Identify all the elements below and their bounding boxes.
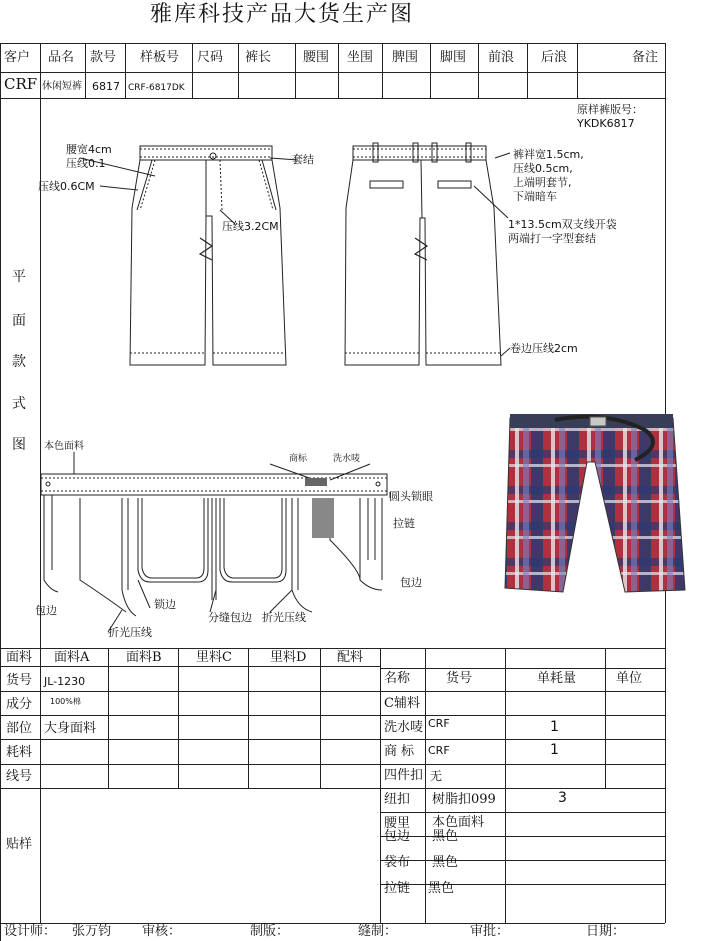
trim-code-4: 无 [430,769,443,783]
footer-pattern: 制版： [250,924,290,939]
note-belt-loop-1: 裤袢宽1.5cm, [513,148,584,161]
customer-value: CRF [4,75,38,93]
header-waist: 腰围 [303,50,330,65]
side-char-1: 平 [12,269,26,285]
side-char-5: 图 [12,437,26,453]
mat-header-fabric: 面料 [6,650,33,665]
header-thigh: 脾围 [392,50,419,65]
pattern-no-value: CRF-6817DK [128,83,185,93]
footer-sew: 缝制： [358,924,398,939]
label-fold-stitch-right: 折光压线 [262,611,306,624]
mat-header-lining-c: 里料C [196,650,232,665]
header-customer: 客户 [4,50,31,65]
label-split-seam: 分缝包边 [208,611,252,624]
label-binding: 包边 [400,576,422,589]
note-back-pocket-1: 1*13.5cm双支线开袋 [508,218,617,231]
label-main-label: 商标 [289,454,308,464]
label-overlock: 锁边 [154,598,176,611]
note-pocket-line: 压线0.6CM [38,180,95,193]
note-back-pocket-2: 两端打一字型套结 [508,232,596,245]
header-table [0,0,720,100]
footer-designer-name: 张万钧 [72,924,112,939]
trim-name-5: 纽扣 [384,792,411,807]
trim-code-2: CRF [428,717,450,730]
trim-name-6: 腰里 [384,816,411,831]
trim-name-9: 拉链 [384,881,411,896]
trim-qty-3: 1 [550,742,559,758]
label-self-fabric: 本色面料 [44,441,84,452]
inside-construction-sketch [30,440,410,640]
trim-qty-2: 1 [550,719,559,735]
trim-header-code: 货号 [446,671,473,686]
header-style-no: 款号 [90,50,117,65]
sample-no-value: YKDK6817 [577,117,635,130]
trim-name-2: 洗水唛 [384,720,424,735]
note-waist-2: 压线0.1 [66,157,106,170]
header-front-rise: 前浪 [488,50,515,65]
trim-header-unit: 单位 [616,671,643,686]
mat-row-label-consumption: 耗料 [6,745,33,760]
footer-approve: 审批： [470,924,510,939]
mat-header-trim: 配料 [337,650,364,665]
note-bartack: 套结 [292,153,314,166]
label-fold-stitch-left: 折光压线 [108,626,152,639]
header-size: 尺码 [197,50,224,65]
header-length: 裤长 [245,50,272,65]
mat-row-label-code: 货号 [6,673,33,688]
trim-code-9: 黑色 [428,881,455,896]
trim-name-3: 商 标 [384,744,415,759]
mat-row-label-part: 部位 [6,721,33,736]
footer-audit: 审核： [142,924,182,939]
mat-row-value-part: 大身面料 [44,721,97,736]
trim-name-7: 包边 [384,829,411,844]
trim-name-4: 四件扣 [384,768,424,783]
product-value: 休闲短裤 [42,81,82,92]
trim-name-8: 袋布 [384,855,411,870]
header-leg-opening: 脚围 [440,50,467,65]
trim-name-1: C辅料 [384,696,420,711]
trim-header-qty: 单耗量 [537,671,577,686]
trim-code-5: 树脂扣099 [432,792,496,807]
note-hem: 卷边压线2cm [510,342,578,355]
mat-row-label-swatch: 贴样 [6,837,33,852]
trim-code-8: 黑色 [432,855,459,870]
side-char-2: 面 [12,313,26,329]
label-zipper: 拉链 [393,517,415,530]
sample-no-label: 原样裤版号： [577,103,643,116]
mat-header-fabric-a: 面料A [54,650,90,665]
header-seat: 坐围 [347,50,374,65]
footer-designer-label: 设计师： [4,924,57,939]
trim-qty-5: 3 [558,790,567,806]
side-char-4: 式 [12,396,26,412]
style-no-value: 6817 [92,80,120,93]
mat-row-label-composition: 成分 [6,697,33,712]
product-photo [495,400,695,605]
note-waist-1: 腰宽4cm [66,143,112,156]
header-remarks: 备注 [632,50,659,65]
label-binding-left: 包边 [35,604,57,617]
document-title: 雅库科技产品大货生产图 [150,2,415,27]
header-pattern-no: 样板号 [140,50,180,65]
side-char-3: 款 [12,354,26,370]
trim-code-6: 本色面料 [432,815,485,830]
mat-header-lining-d: 里料D [270,650,307,665]
note-belt-loop-2: 压线0.5cm, [513,162,573,175]
trim-code-3: CRF [428,744,450,757]
mat-header-fabric-b: 面料B [126,650,162,665]
mat-row-value-code: JL-1230 [44,675,86,688]
materials-table [0,648,665,923]
trim-code-7: 黑色 [432,829,459,844]
header-back-rise: 后浪 [541,50,568,65]
note-belt-loop-3: 上端明套节, [513,176,572,189]
note-belt-loop-4: 下端暗车 [513,190,557,203]
note-fly: 压线3.2CM [222,220,279,233]
mat-row-value-composition: 100%棉 [50,697,81,706]
footer-signatures [0,923,720,941]
label-care-label: 洗水唛 [333,454,361,464]
footer-date: 日期： [586,924,626,939]
label-buttonhole: 圆头锁眼 [389,490,433,503]
header-product: 品名 [48,50,75,65]
trim-header-name: 名称 [384,671,411,686]
mat-row-label-thread: 线号 [6,769,33,784]
